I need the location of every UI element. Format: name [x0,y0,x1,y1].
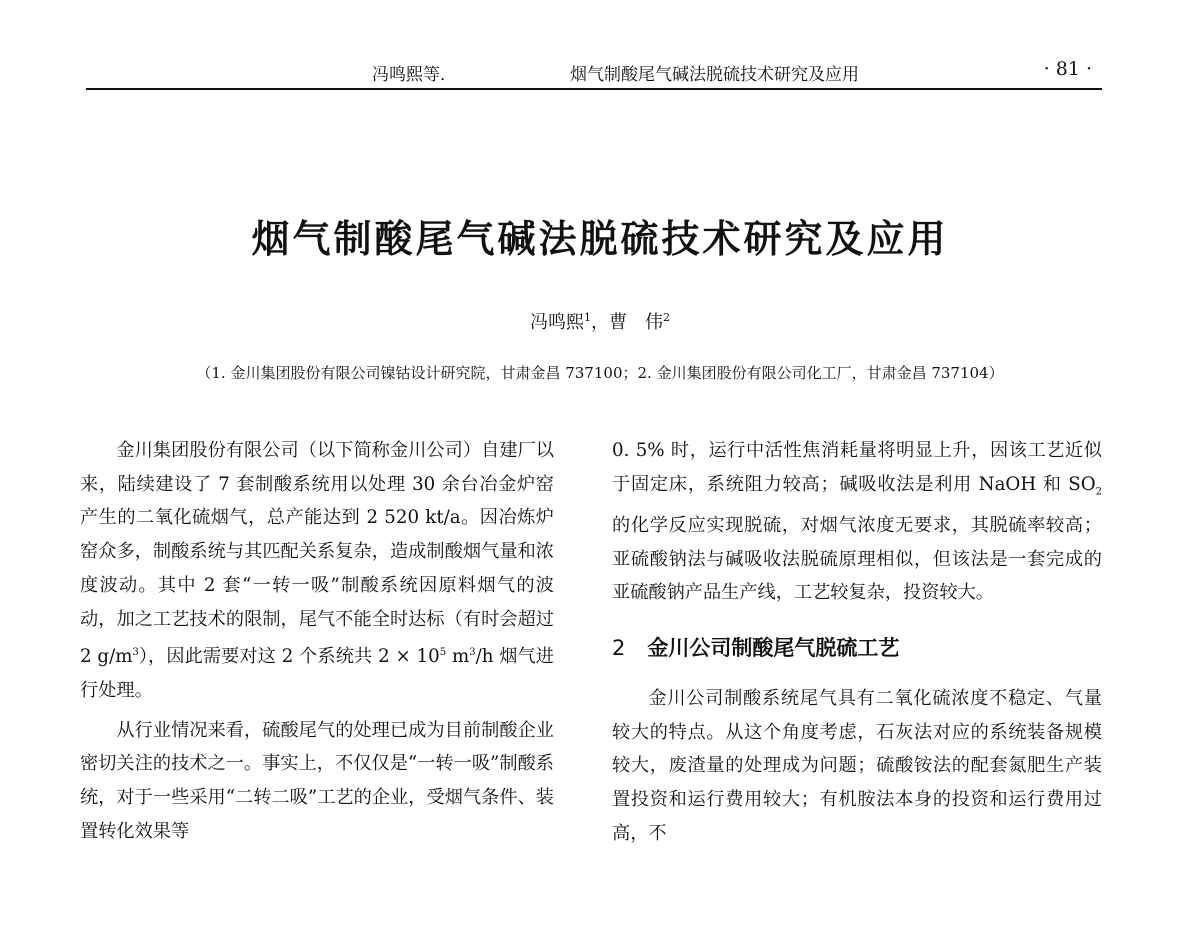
superscript: 3 [132,647,139,659]
right-column [612,434,1102,850]
running-header-authors: 冯鸣熙等． [372,65,457,85]
author-separator: ， [591,312,609,333]
text-run: 0. 5% 时，运行中活性焦消耗量将明显上升，因该工艺近似于固定床，系统阻力较高；碱吸收法是利用 NaOH 和 SO [612,440,1102,495]
superscript: 5 [439,647,447,659]
running-header-title: 烟气制酸尾气碱法脱硫技术研究及应用 [570,65,859,85]
running-header [86,54,1102,90]
affiliation: （1. 金川集团股份有限公司镍钴设计研究院，甘肃金昌 737100；2. 金川集团股份有限公司化工厂，甘肃金昌 737104） [196,364,1004,382]
author-line [0,308,1200,334]
text-run: /h 烟气进行处理。 [80,646,554,701]
page-number: · 81 · [1043,58,1092,80]
text-run: ），因此需要对这 2 个系统共 2 × 10 [138,646,440,668]
left-column [80,434,554,849]
superscript: 3 [469,647,476,659]
body-paragraph [80,434,554,708]
author-name: 曹 伟 [609,312,663,333]
text-run: 金川集团股份有限公司（以下简称金川公司）自建厂以来，陆续建设了 7 套制酸系统用以处理 30 余台冶金炉窑产生的二氧化硫烟气，总产能达到 2 520 kt/a。因冶炼炉窑众多，制酸系统与其匹配关系复杂，造成制酸烟气量和浓度波动。其中 2 套“一转一吸”制酸系统因原料烟气的波动，加之工艺技术的限制，尾气不能全时达标（有时会超过 2 g/m [80,440,554,668]
section-number: 2 [612,636,626,661]
author-name: 冯鸣熙 [530,312,584,333]
affiliation-mark: 1 [584,311,591,324]
affiliation-mark: 2 [663,311,670,324]
subscript: 2 [1095,486,1102,498]
body-paragraph [612,434,1102,610]
section-title: 金川公司制酸尾气脱硫工艺 [647,636,900,661]
article-title: 烟气制酸尾气碱法脱硫技术研究及应用 [251,217,949,261]
section-heading [612,632,1102,666]
body-paragraph: 金川公司制酸系统尾气具有二氧化硫浓度不稳定、气量较大的特点。从这个角度考虑，石灰法对应的系统装备规模较大，废渣量的处理成为问题；硫酸铵法的配套氮肥生产装置投资和运行费用较大；有机胺法本身的投资和运行费用过高，不 [612,687,1102,844]
text-run: 的化学反应实现脱硫，对烟气浓度无要求，其脱硫率较高；亚硫酸钠法与碱吸收法脱硫原理相似，但该法是一套完成的亚硫酸钠产品生产线，工艺较复杂，投资较大。 [612,515,1102,604]
body-paragraph: 从行业情况来看，硫酸尾气的处理已成为目前制酸企业密切关注的技术之一。事实上，不仅仅是“一转一吸”制酸系统，对于一些采用“二转二吸”工艺的企业，受烟气条件、装置转化效果等 [80,719,554,842]
text-run: m [446,646,470,668]
